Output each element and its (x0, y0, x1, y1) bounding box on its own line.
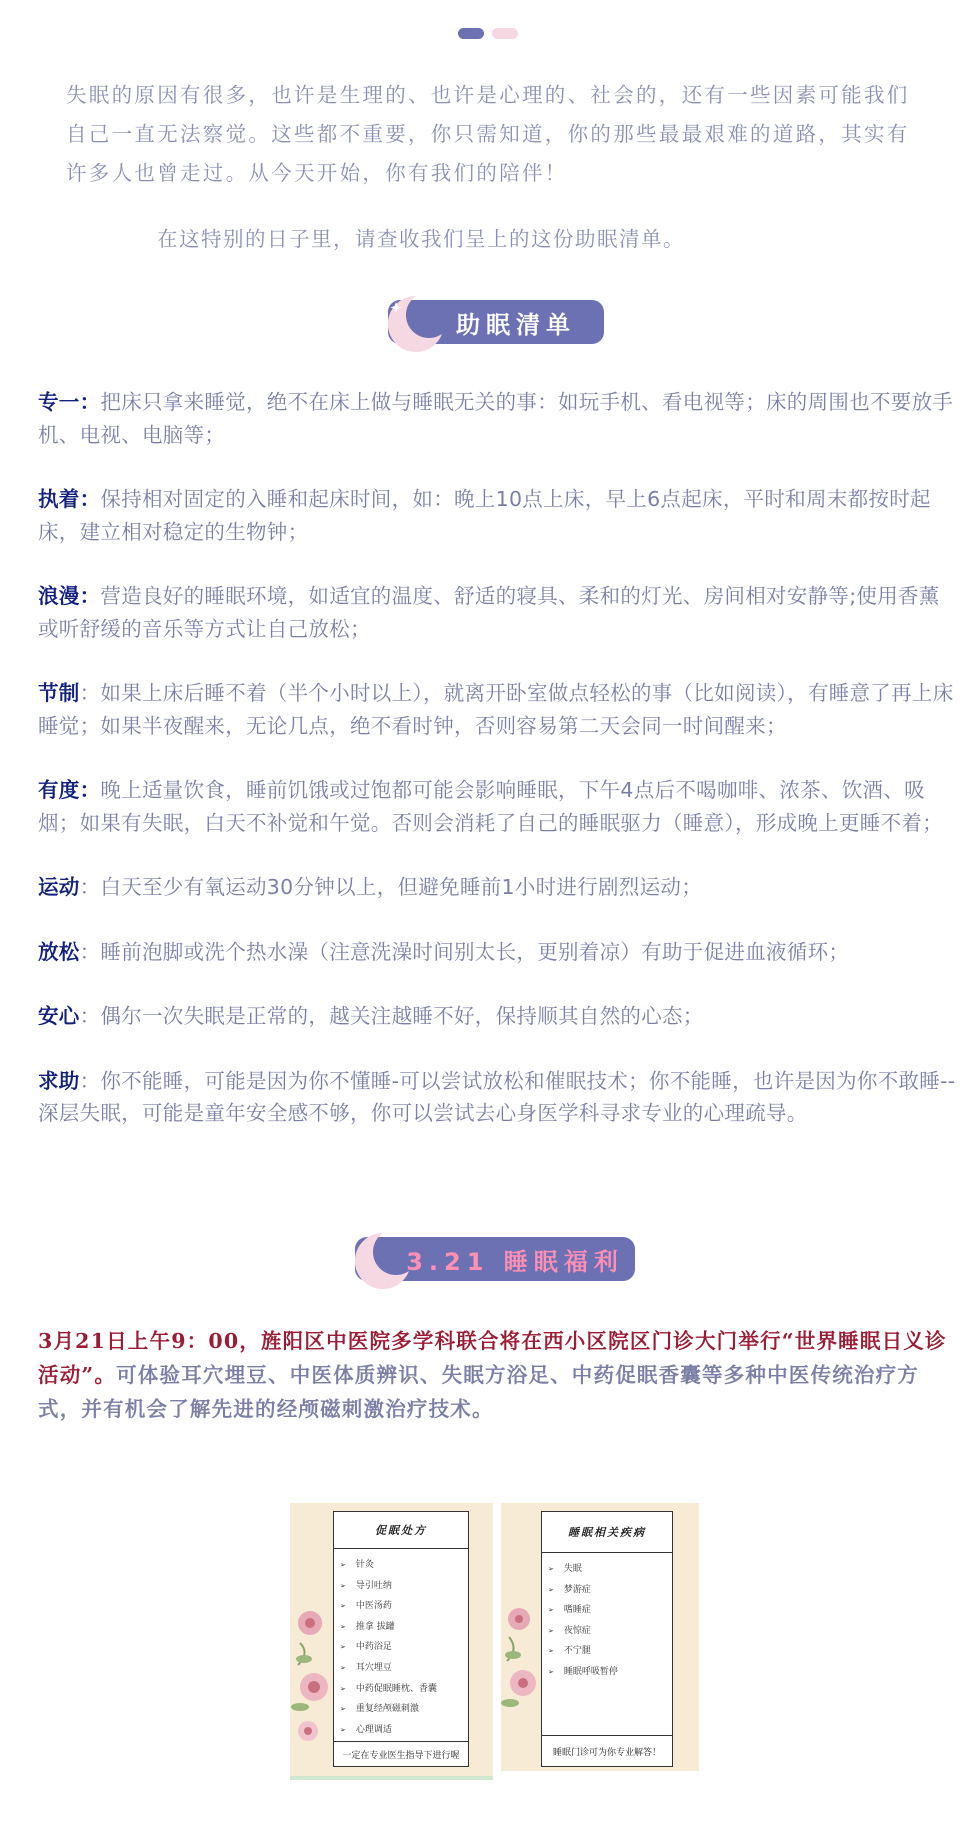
tip-text: ：你不能睡，可能是因为你不懂睡-可以尝试放松和催眠技术；你不能睡，也许是因为你不敢睡--深层失眠，可能是童年安全感不够，你可以尝试去心身医学科寻求专业的心理疏导。 (38, 1068, 956, 1125)
intro-paragraph: 失眠的原因有很多，也许是生理的、也许是心理的、社会的，还有一些因素可能我们自己一直无法察觉。这些都不重要，你只需知道，你的那些最最艰难的道路，其实有许多人也曾走过。从今天开始，你有我们的陪伴！ (66, 83, 910, 185)
list-item (38, 677, 956, 742)
list-item: ➢ 中药促眠睡枕、香囊 (340, 1679, 468, 1700)
tip-term: 专一： (38, 390, 101, 414)
list-item (38, 386, 956, 451)
card-footer: 一定在专业医生指导下进行喔 (334, 1741, 468, 1766)
tip-text: 晚上适量饮食，睡前饥饿或过饱都可能会影响睡眠，下午4点后不喝咖啡、浓茶、饮酒、吸烟；如果有失眠，白天不补觉和午觉。否则会消耗了自己的睡眠驱力（睡意），形成晚上更睡不着； (38, 778, 943, 835)
tip-text: ：睡前泡脚或洗个热水澡（注意洗澡时间别太长，更别着凉）有助于促进血液循环； (79, 939, 850, 964)
welfare-paragraph (38, 1324, 956, 1426)
tip-term: 节制 (38, 681, 80, 705)
card-panel (333, 1511, 469, 1767)
list-item (38, 483, 956, 548)
tip-text: ：偶尔一次失眠是正常的，越关注越睡不好，保持顺其自然的心态； (79, 1004, 704, 1028)
list-item: ➢ 不宁腿 (548, 1641, 672, 1662)
tip-term: 有度： (38, 778, 101, 802)
card-list (542, 1553, 672, 1683)
moon-icon (349, 1229, 413, 1293)
list-item (38, 1000, 956, 1033)
list-item: ➢ 中药浴足 (340, 1637, 468, 1658)
tip-term: 运动 (38, 875, 80, 899)
tip-term: 求助 (38, 1068, 80, 1093)
tip-text: 保持相对固定的入睡和起床时间，如：晚上10点上床，早上6点起床，平时和周末都按时起床，建立相对稳定的生物钟； (38, 487, 931, 544)
tip-term: 安心 (38, 1004, 80, 1028)
card-panel (541, 1511, 673, 1767)
section-badge-welfare (355, 1237, 635, 1281)
list-item (38, 936, 956, 969)
section-title: 助眠清单 (456, 310, 576, 339)
list-item (38, 580, 956, 645)
info-cards (290, 1503, 699, 1780)
list-item (38, 774, 956, 839)
prescription-card[interactable] (290, 1503, 493, 1780)
section-badge-sleep-list (388, 300, 604, 344)
tip-text: ：如果上床后睡不着（半个小时以上），就离开卧室做点轻松的事（比如阅读），有睡意了再上床睡觉；如果半夜醒来，无论几点，绝不看时钟，否则容易第二天会同一时间醒来； (38, 681, 954, 738)
list-item: ➢ 推拿 拔罐 (340, 1617, 468, 1638)
sleep-disorders-card[interactable] (501, 1503, 699, 1771)
list-item: ➢ 心理调适 (340, 1720, 468, 1741)
tip-term: 执着： (38, 487, 101, 511)
list-item: ➢ 梦游症 (548, 1580, 672, 1601)
page-indicator (0, 28, 976, 39)
list-item: ➢ 失眠 (548, 1559, 672, 1580)
welfare-lead: 3月21日上午9：00，旌阳区中医院多学科联合将在西小区院区门诊大门举行“世界睡眠日义诊活动”。 (38, 1329, 947, 1387)
list-item: ➢ 导引吐纳 (340, 1576, 468, 1597)
card-footer: 睡眠门诊可为你专业解答！ (542, 1735, 672, 1766)
tip-term: 放松 (38, 939, 80, 964)
sleep-tips-list (38, 386, 956, 1162)
list-item (38, 871, 956, 904)
list-item (38, 1065, 956, 1130)
tip-text: 营造良好的睡眠环境，如适宜的温度、舒适的寝具、柔和的灯光、房间相对安静等;使用香薰或听舒缓的音乐等方式让自己放松； (38, 584, 940, 641)
list-item: ➢ 耳穴埋豆 (340, 1658, 468, 1679)
list-item: ➢ 夜惊症 (548, 1621, 672, 1642)
page-dot[interactable] (492, 28, 518, 39)
moon-icon (382, 292, 446, 356)
card-list (334, 1549, 468, 1740)
section-title: 3.21 睡眠福利 (406, 1247, 624, 1276)
tip-text: ：白天至少有氧运动30分钟以上，但避免睡前1小时进行剧烈运动； (79, 875, 703, 899)
tip-term: 浪漫： (38, 584, 101, 608)
tip-text: 把床只拿来睡觉，绝不在床上做与睡眠无关的事：如玩手机、看电视等；床的周围也不要放手机、电视、电脑等； (38, 390, 954, 447)
intro-subline: 在这特别的日子里，请查收我们呈上的这份助眠清单。 (157, 227, 685, 251)
card-title: 睡眠相关疾病 (542, 1512, 672, 1553)
welfare-rest: 可体验耳穴埋豆、中医体质辨识、失眠方浴足、中药促眠香囊等多种中医传统治疗方式，并有机会了解先进的经颅磁刺激治疗技术。 (38, 1363, 919, 1421)
list-item: ➢ 针灸 (340, 1555, 468, 1576)
list-item: ➢ 重复经颅磁刺激 (340, 1699, 468, 1720)
list-item: ➢ 中医汤药 (340, 1596, 468, 1617)
page-dot-active[interactable] (458, 28, 484, 39)
card-strip (290, 1776, 493, 1780)
list-item: ➢ 嗜睡症 (548, 1600, 672, 1621)
list-item: ➢ 睡眠呼吸暂停 (548, 1662, 672, 1683)
card-title: 促眠处方 (334, 1512, 468, 1549)
